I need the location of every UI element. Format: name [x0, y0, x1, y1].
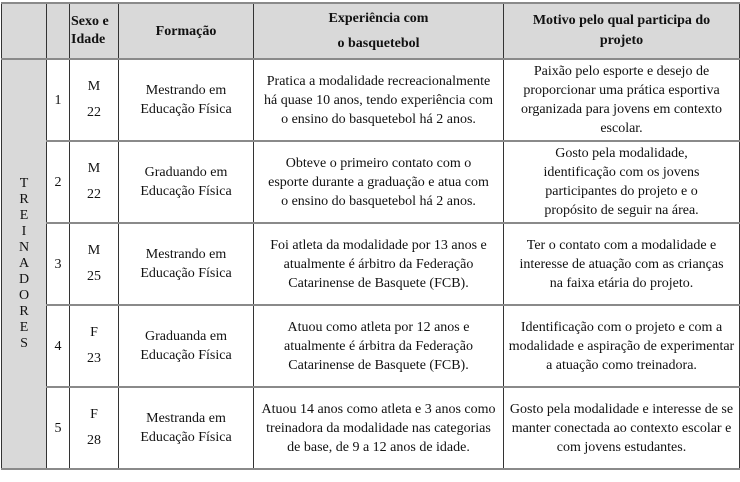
experiencia-cell: Atuou 14 anos como atleta e 3 anos como treinadora da modalidade nas categorias de base, de 9 a 12 anos de idade.: [254, 387, 504, 469]
table-row: [2, 141, 740, 223]
sexo-idade-cell: [70, 305, 119, 387]
idade: 22: [87, 105, 101, 120]
sexo: F: [90, 407, 98, 422]
header-motivo: Motivo pelo qual participa do projeto: [504, 3, 740, 59]
sexo: M: [87, 79, 101, 94]
sexo-idade-cell: [70, 387, 119, 469]
formacao-cell: Graduanda em Educação Física: [119, 305, 254, 387]
group-letter: S: [20, 336, 28, 351]
header-row: [2, 3, 740, 59]
group-letter: R: [19, 304, 29, 319]
motivo-cell: Gosto pela modalidade e interesse de se manter conectada ao contexto escolar e com jovens estudantes.: [504, 387, 740, 469]
idade: 28: [87, 433, 101, 448]
table-row: [2, 387, 740, 469]
row-number: 2: [47, 141, 70, 223]
motivo-cell: Gosto pela modalidade, identificação com os jovens participantes do projeto e o propósito de seguir na área.: [504, 141, 740, 223]
formacao-cell: Mestranda em Educação Física: [119, 387, 254, 469]
header-formacao: Formação: [119, 3, 254, 59]
group-label-treinadores: [2, 59, 47, 469]
formacao-cell: Mestrando em Educação Física: [119, 59, 254, 141]
experiencia-cell: Pratica a modalidade recreacionalmente há quase 10 anos, tendo experiência com o ensino do basquetebol há 2 anos.: [254, 59, 504, 141]
header-experiencia-line2: o basquetebol: [337, 36, 420, 51]
group-letter: T: [19, 176, 29, 191]
idade: 25: [87, 269, 101, 284]
header-number: [47, 3, 70, 59]
group-letter: E: [19, 208, 29, 223]
table-row: [2, 59, 740, 141]
row-number: 1: [47, 59, 70, 141]
group-letter: E: [19, 320, 29, 335]
sexo: M: [87, 243, 101, 258]
header-experiencia: [254, 3, 504, 59]
header-group: [2, 3, 47, 59]
row-number: 4: [47, 305, 70, 387]
group-letter: O: [18, 288, 30, 303]
sexo: M: [87, 161, 101, 176]
formacao-cell: Graduando em Educação Física: [119, 141, 254, 223]
sexo: F: [90, 325, 98, 340]
experiencia-cell: Atuou como atleta por 12 anos e atualmente é árbitra da Federação Catarinense de Basquete (FCB).: [254, 305, 504, 387]
group-letter: A: [18, 256, 30, 271]
header-experiencia-line1: Experiência com: [328, 11, 429, 26]
group-letter: D: [18, 272, 30, 287]
experiencia-cell: Foi atleta da modalidade por 13 anos e atualmente é árbitro da Federação Catarinense de Basquete (FCB).: [254, 223, 504, 305]
group-letter: I: [21, 224, 27, 239]
table-row: [2, 223, 740, 305]
sexo-idade-cell: [70, 141, 119, 223]
trainers-table: [1, 2, 740, 470]
experiencia-cell: Obteve o primeiro contato com o esporte durante a graduação e atua com o ensino do basquetebol há 2 anos.: [254, 141, 504, 223]
motivo-cell: Identificação com o projeto e com a modalidade e aspiração de experimentar a atuação como treinadora.: [504, 305, 740, 387]
group-letter: N: [18, 240, 30, 255]
header-sexo-idade: Sexo e Idade: [70, 3, 119, 59]
idade: 23: [87, 351, 101, 366]
sexo-idade-cell: [70, 59, 119, 141]
motivo-cell: Ter o contato com a modalidade e interesse de atuação com as crianças na faixa etária do projeto.: [504, 223, 740, 305]
formacao-cell: Mestrando em Educação Física: [119, 223, 254, 305]
motivo-cell: Paixão pelo esporte e desejo de proporcionar uma prática esportiva organizada para jovens em contexto escolar.: [504, 59, 740, 141]
row-number: 3: [47, 223, 70, 305]
group-letter: R: [19, 192, 29, 207]
sexo-idade-cell: [70, 223, 119, 305]
idade: 22: [87, 187, 101, 202]
row-number: 5: [47, 387, 70, 469]
table-row: [2, 305, 740, 387]
